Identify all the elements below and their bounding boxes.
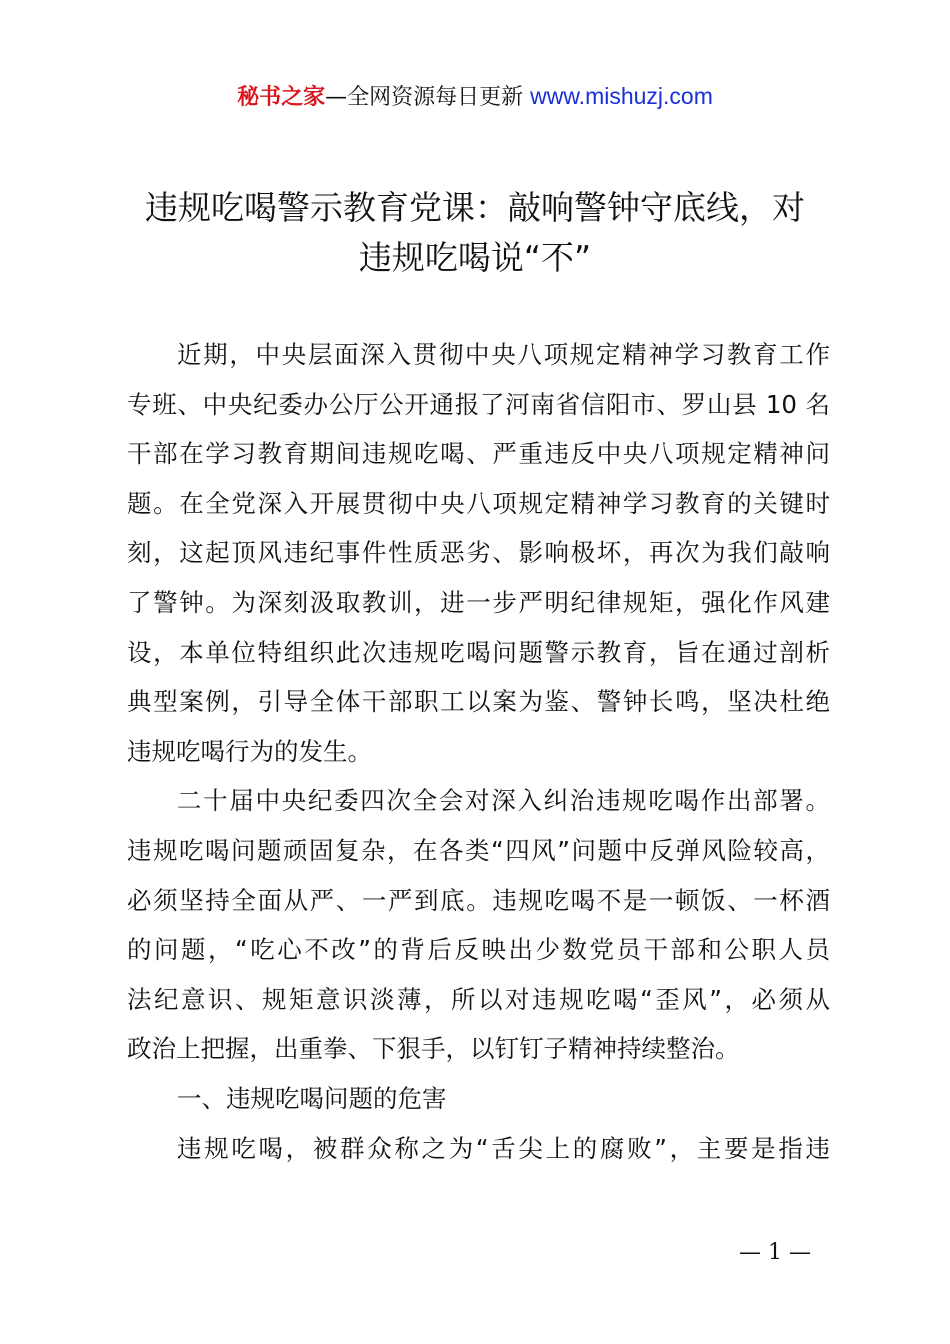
body-line: 违规吃喝问题顽固复杂，在各类“四风”问题中反弹风险较高， (127, 835, 830, 865)
page-number: — 1 — (739, 1240, 811, 1265)
title-line-1: 违规吃喝警示教育党课：敲响警钟守底线，对 (145, 188, 805, 227)
body-line: 刻，这起顶风违纪事件性质恶劣、影响极坏，再次为我们敲响 (127, 538, 830, 568)
body-line: 政治上把握，出重拳、下狠手，以钉钉子精神持续整治。 (127, 1034, 740, 1064)
document-title (120, 183, 830, 283)
document-body (127, 330, 830, 1173)
site-banner (0, 80, 950, 114)
body-line: 专班、中央纪委办公厅公开通报了河南省信阳市、罗山县 10 名 (127, 389, 830, 419)
body-line: 的问题，“吃心不改”的背后反映出少数党员干部和公职人员 (127, 935, 830, 965)
brand-name: 秘书之家 (237, 85, 326, 110)
section-heading: 一、违规吃喝问题的危害 (177, 1083, 447, 1113)
body-line: 法纪意识、规矩意识淡薄，所以对违规吃喝“歪风”，必须从 (127, 984, 830, 1014)
body-line: 二十届中央纪委四次全会对深入纠治违规吃喝作出部署。 (177, 786, 830, 816)
body-line: 必须坚持全面从严、一严到底。违规吃喝不是一顿饭、一杯酒 (127, 885, 830, 915)
site-url-link[interactable]: www.mishuzj.com (530, 83, 713, 109)
body-line: 干部在学习教育期间违规吃喝、严重违反中央八项规定精神问 (127, 439, 830, 469)
banner-tagline: —全网资源每日更新 (325, 85, 531, 110)
title-line-2: 违规吃喝说“不” (358, 238, 592, 277)
body-line: 近期，中央层面深入贯彻中央八项规定精神学习教育工作 (177, 340, 830, 369)
body-line: 典型案例，引导全体干部职工以案为鉴、警钟长鸣，坚决杜绝 (127, 687, 830, 717)
body-line: 题。在全党深入开展贯彻中央八项规定精神学习教育的关键时 (127, 488, 830, 518)
body-line: 了警钟。为深刻汲取教训，进一步严明纪律规矩，强化作风建 (127, 587, 830, 617)
body-line: 设，本单位特组织此次违规吃喝问题警示教育，旨在通过剖析 (127, 637, 830, 667)
body-line: 违规吃喝，被群众称之为“舌尖上的腐败”，主要是指违 (177, 1133, 830, 1163)
body-line: 违规吃喝行为的发生。 (127, 736, 372, 766)
